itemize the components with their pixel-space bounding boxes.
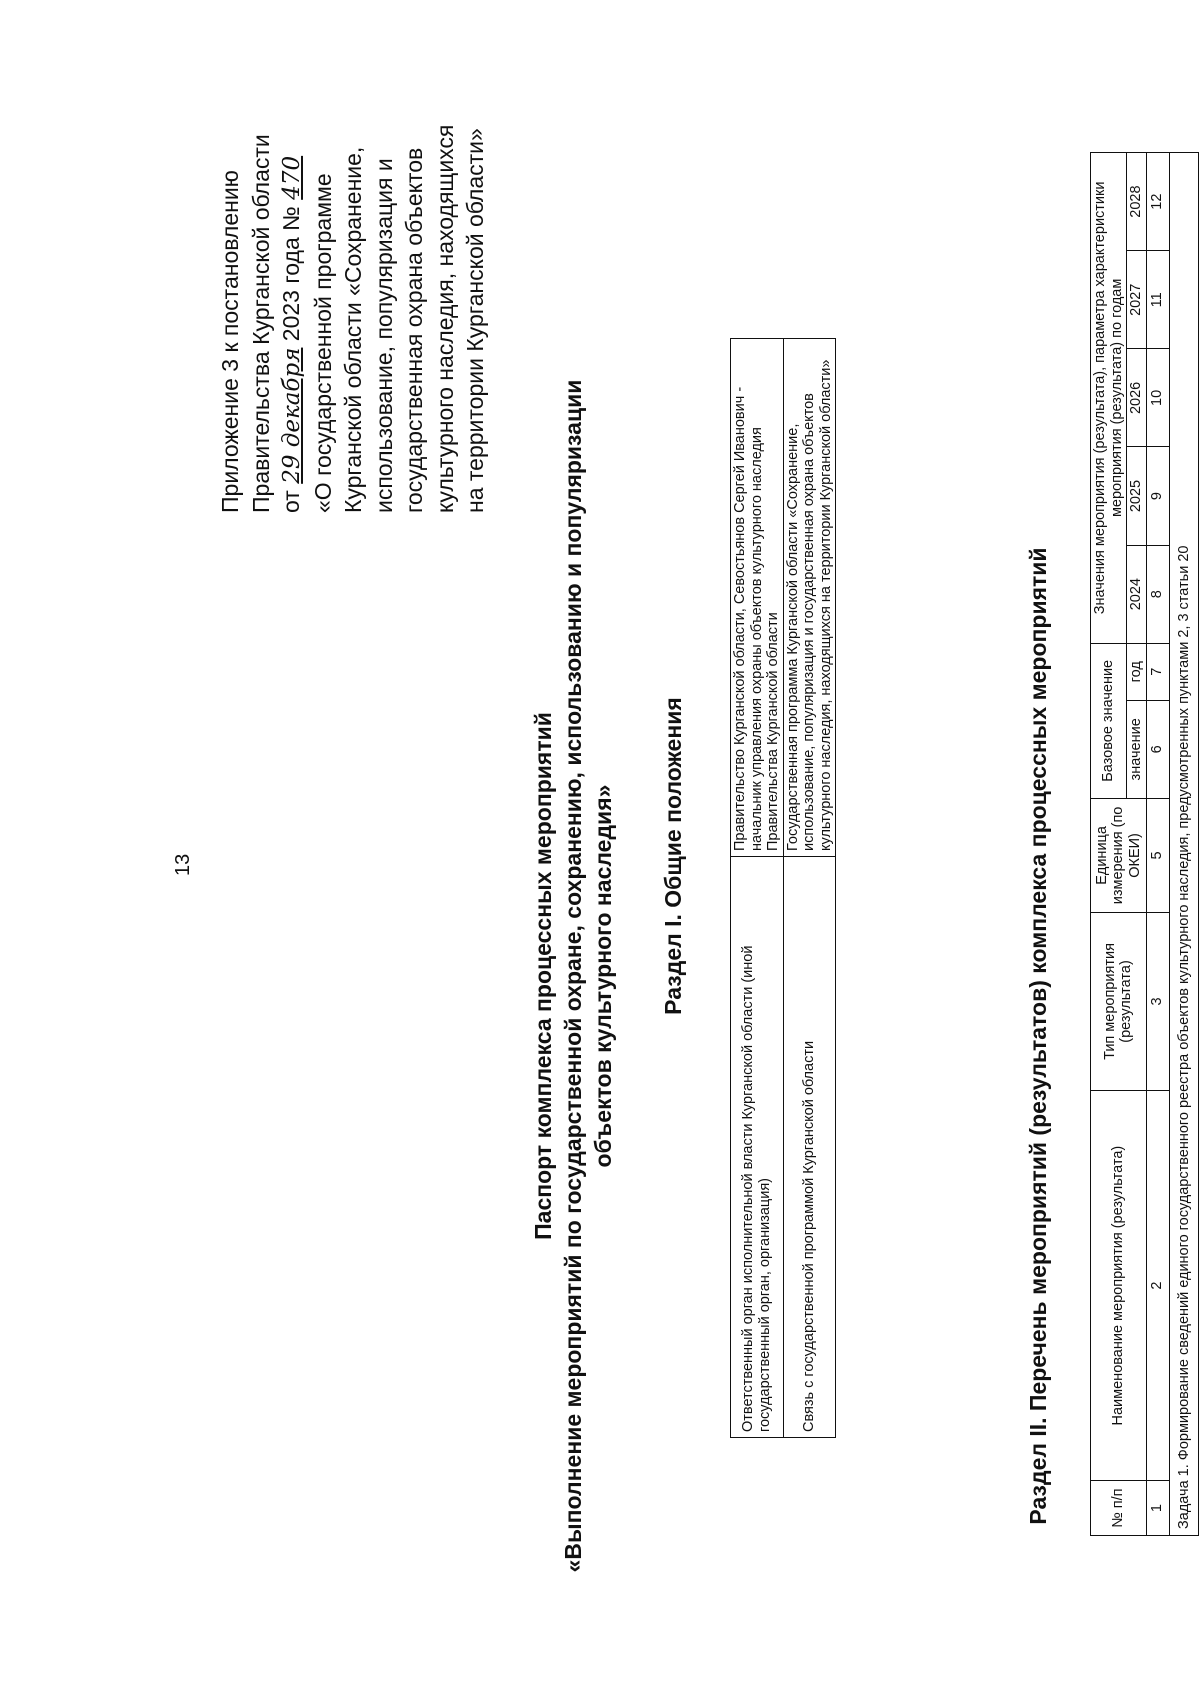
appendix-line: государственная охрана объектов bbox=[401, 147, 427, 513]
table-row bbox=[731, 339, 784, 1438]
header-year: 2027 bbox=[1127, 251, 1147, 349]
general-provisions-table bbox=[730, 338, 836, 1438]
appendix-line: Приложение 3 к постановлению bbox=[217, 170, 243, 513]
header-name: Наименование мероприятия (результата) bbox=[1091, 1090, 1147, 1480]
header-year: 2024 bbox=[1127, 545, 1147, 643]
row-label: Связь с государственной программой Курганской области bbox=[783, 857, 836, 1438]
date-mid: 2023 года № bbox=[278, 199, 304, 348]
task-text: Задача 1. Формирование сведений единого государственного реестра объектов культурного наследия, предусмотренных пунктами 2, 3 статьи 20 bbox=[1169, 153, 1199, 1536]
date-prefix: от bbox=[278, 483, 304, 513]
title-line: «Выполнение мероприятий по государственной охране, сохранению, использованию и популяризации bbox=[560, 379, 586, 1573]
appendix-line: использование, популяризация и bbox=[370, 158, 397, 513]
column-number: 8 bbox=[1146, 545, 1169, 643]
table-row bbox=[783, 339, 836, 1438]
header-year: 2028 bbox=[1127, 153, 1147, 251]
header-base: Базовое значение bbox=[1091, 643, 1127, 798]
task-row bbox=[1169, 153, 1199, 1536]
header-row bbox=[1091, 153, 1127, 1536]
appendix-line: Правительства Курганской области bbox=[247, 134, 274, 513]
page-number: 13 bbox=[172, 853, 194, 876]
column-number: 9 bbox=[1146, 447, 1169, 545]
title-line: Паспорт комплекса процессных мероприятий bbox=[530, 712, 556, 1240]
activities-table bbox=[1090, 152, 1199, 1536]
column-number: 1 bbox=[1146, 1481, 1169, 1536]
column-number: 7 bbox=[1146, 643, 1169, 700]
row-value: Правительство Курганской области, Севостьянов Сергей Иванович - начальник управления охраны объектов культурного наследия Правительства Курганской области bbox=[731, 339, 784, 857]
handwritten-date: 29 декабря bbox=[279, 347, 305, 484]
column-number: 12 bbox=[1146, 153, 1169, 251]
appendix-line: «О государственной программе bbox=[309, 173, 336, 513]
header-base-year: год bbox=[1127, 643, 1147, 700]
document-title bbox=[528, 376, 618, 1576]
column-number: 6 bbox=[1146, 700, 1169, 798]
column-number: 11 bbox=[1146, 251, 1169, 349]
header-values: Значения мероприятия (результата), параметра характеристики мероприятия (результата) по годам bbox=[1091, 153, 1127, 644]
column-number: 3 bbox=[1146, 912, 1169, 1090]
row-value: Государственная программа Курганской области «Сохранение, использование, популяризация и государственная охрана объектов культурного наследия, находящихся на территории Курганской области» bbox=[783, 339, 836, 857]
header-type: Тип мероприятия (результата) bbox=[1091, 912, 1147, 1090]
column-number: 10 bbox=[1146, 349, 1169, 447]
title-line: объектов культурного наследия» bbox=[590, 784, 616, 1168]
column-number: 5 bbox=[1146, 798, 1169, 912]
column-number-row bbox=[1146, 153, 1169, 1536]
appendix-line: культурного наследия, находящихся bbox=[431, 124, 458, 513]
appendix-date-line bbox=[276, 43, 308, 513]
header-num: № п/п bbox=[1091, 1481, 1147, 1536]
row-label: Ответственный орган исполнительной власти Курганской области (иной государственный орган, организация) bbox=[731, 857, 784, 1438]
appendix-header bbox=[215, 43, 491, 513]
appendix-line: Курганской области «Сохранение, bbox=[340, 146, 366, 513]
header-base-value: значение bbox=[1127, 700, 1147, 798]
section2-heading: Раздел II. Перечень мероприятий (результатов) комплекса процессных мероприятий bbox=[1025, 547, 1051, 1525]
header-year: 2025 bbox=[1127, 447, 1147, 545]
column-number: 2 bbox=[1146, 1090, 1169, 1480]
section1-heading: Раздел I. Общие положения bbox=[660, 697, 686, 1015]
header-unit: Единица измерения (по ОКЕИ) bbox=[1091, 798, 1147, 912]
handwritten-number: 470 bbox=[279, 155, 305, 200]
appendix-line: на территории Курганской области» bbox=[462, 128, 488, 513]
header-year: 2026 bbox=[1127, 349, 1147, 447]
